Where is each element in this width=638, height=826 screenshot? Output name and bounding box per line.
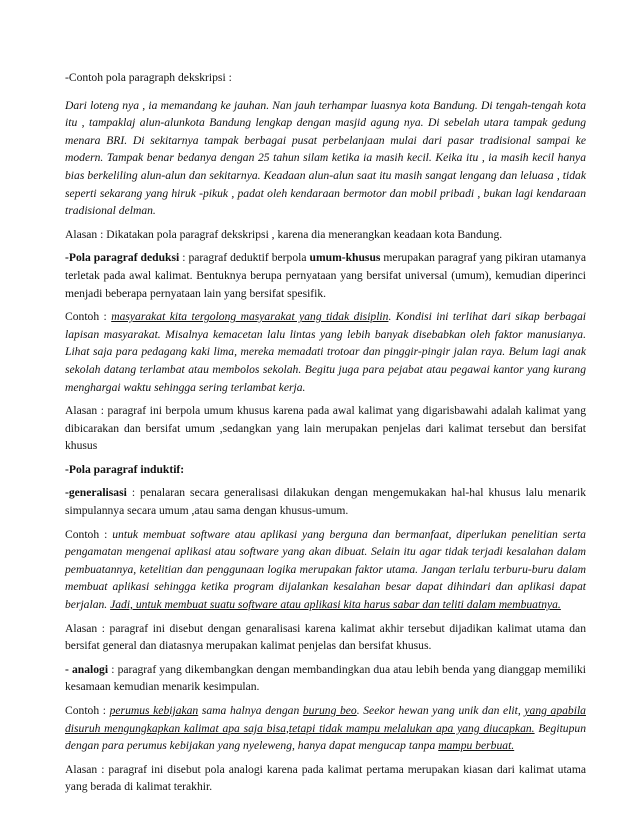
analogy-text-1: sama halnya dengan: [198, 704, 303, 717]
induction-example-label: Contoh :: [65, 527, 113, 541]
deduction-example-underlined: masyarakat kita tergolong masyarakat yang tidak disiplin: [111, 310, 389, 324]
induction-definition: [65, 484, 586, 519]
analogy-text-2: . Seekor hewan yang unik dan elit,: [356, 704, 525, 717]
analogy-definition: [65, 661, 586, 696]
analogy-example-label: Contoh :: [65, 704, 110, 717]
analogy-def: : paragraf yang dikembangkan dengan membandingkan dua atau lebih benda yang dianggap memiliki kesamaan kemudian menarik kesimpulan.: [65, 662, 586, 694]
induction-example: [65, 526, 586, 614]
analogy-text-3: Begitupun dengan para perumus kebijakan yang nyeleweng, hanya dapat mengucap tanpa: [65, 721, 586, 753]
analogy-example: [65, 702, 586, 755]
analogy-underlined-2: burung beo: [302, 704, 357, 717]
deduction-example-rest: . Kondisi ini terlihat dari sikap berbagai lapisan masyarakat. Misalnya kemacetan lalu lintas yang lebih banyak disebabkan oleh faktor manusianya. Lihat saja para pedagang kaki lima, mereka memadati trotoar dan pinggir-pingir jalan raya. Belum lagi anak sekolah datang terlambat atau membolos sekolah. Begitu juga para pejabat atau pegawai kantor yang kurang menghargai waktu sehingga sering terlambat kerja.: [65, 310, 586, 394]
description-example-paragraph: Dari loteng nya , ia memandang ke jauhan. Nan jauh terhampar luasnya kota Bandung. Di tengah-tengah kota itu , tampaklaj alun-alunkota Bandung lengkap dengan masjid agung nya. Di sebelah utara tampak gedung menara BRI. Di sekitarnya tampak berbagai pusat perbelanjaan mulai dari pasar tradisional sampai ke modern. Tampak benar bedanya dengan 25 tahun silam ketika ia masih kecil. Keika itu , ia masih kecil hanya bias berkeliling alun-alun dan sekitarnya. Keadaan alun-alun saat itu masih sangat lengang dan leluasa , tidak seperti sekarang yang hiruk -pikuk , padat oleh kendaraan bermotor dan mobil pribadi , bukan lagi kendaraan tradisional delman.: [65, 98, 586, 218]
deduction-definition: [65, 249, 586, 302]
induction-title: -Pola paragraf induktif:: [65, 462, 185, 476]
generalization-def: : penalaran secara generalisasi dilakukan dengan mengemukakan hal-hal khusus lalu menarik simpulannya secara umum ,atau sama dengan khusus-umum.: [65, 486, 586, 518]
deduction-def-bold: umum-khusus: [309, 251, 381, 265]
description-reason: Alasan : Dikatakan pola paragraf dekskripsi , karena dia menerangkan keadaan kota Bandung.: [65, 227, 503, 241]
deduction-reason: Alasan : paragraf ini berpola umum khusus karena pada awal kalimat yang digarisbawahi adalah kalimat yang dibicarakan dan bersifat umum ,sedangkan yang lain merupakan penjelas dari kalimat tersebut dan bersifat khusus: [65, 404, 586, 453]
induction-example-underlined: Jadi, untuk membuat suatu software atau aplikasi kita harus sabar dan teliti dalam membuatnya.: [110, 598, 561, 612]
analogy-underlined-3: yang apabila disuruh mengungkapkan kalimat apa saja bisa,tetapi tidak mampu melalukan apa yang diucapkan.: [65, 704, 586, 735]
deduction-title: -Pola paragraf deduksi: [65, 251, 180, 265]
induction-example-rest: untuk membuat software atau aplikasi yang berguna dan bermanfaat, diperlukan penelitian serta pengamatan mengenai aplikasi atau software yang akan dibuat. Selain itu agar tidak terjadi kesalahan dalam pembuatannya, ketelitian dan penggunaan logika merupakan faktor utama. Jangan terlalu terburu-buru dalam membuat aplikasi sehingga ketika program dijalankan kesalahan besar dapat dihindari dan aplikasi dapat berjalan.: [65, 527, 586, 612]
analogy-term: - analogi: [65, 662, 109, 676]
analogy-underlined-1: perumus kebijakan: [109, 704, 199, 717]
generalization-term: -generalisasi: [65, 486, 127, 500]
analogy-underlined-4: mampu berbuat.: [438, 739, 515, 753]
deduction-example-label: Contoh :: [65, 310, 112, 324]
induction-reason: Alasan : paragraf ini disebut dengan genaralisasi karena kalimat akhir tersebut dijadikan kalimat utama dan bersifat general dan diatasnya merupakan kalimat penjelas dan bersifat khusus.: [65, 621, 586, 653]
deduction-example: [65, 308, 586, 396]
analogy-reason: Alasan : paragraf ini disebut pola analogi karena pada kalimat pertama merupakan kiasan dari kalimat utama yang berada di kalimat terakhir.: [65, 762, 586, 794]
deduction-def-a: : paragraf deduktif berpola: [179, 251, 310, 265]
deduction-def-b: merupakan paragraf yang pikiran utamanya terletak pada awal kalimat. Bentuknya berupa pernyataan yang bersifat universal (umum), kemudian diperinci menjadi beberapa pernyataan lain yang bersifat spesifik.: [65, 251, 586, 300]
section-heading: -Contoh pola paragraph dekskripsi :: [65, 71, 232, 84]
